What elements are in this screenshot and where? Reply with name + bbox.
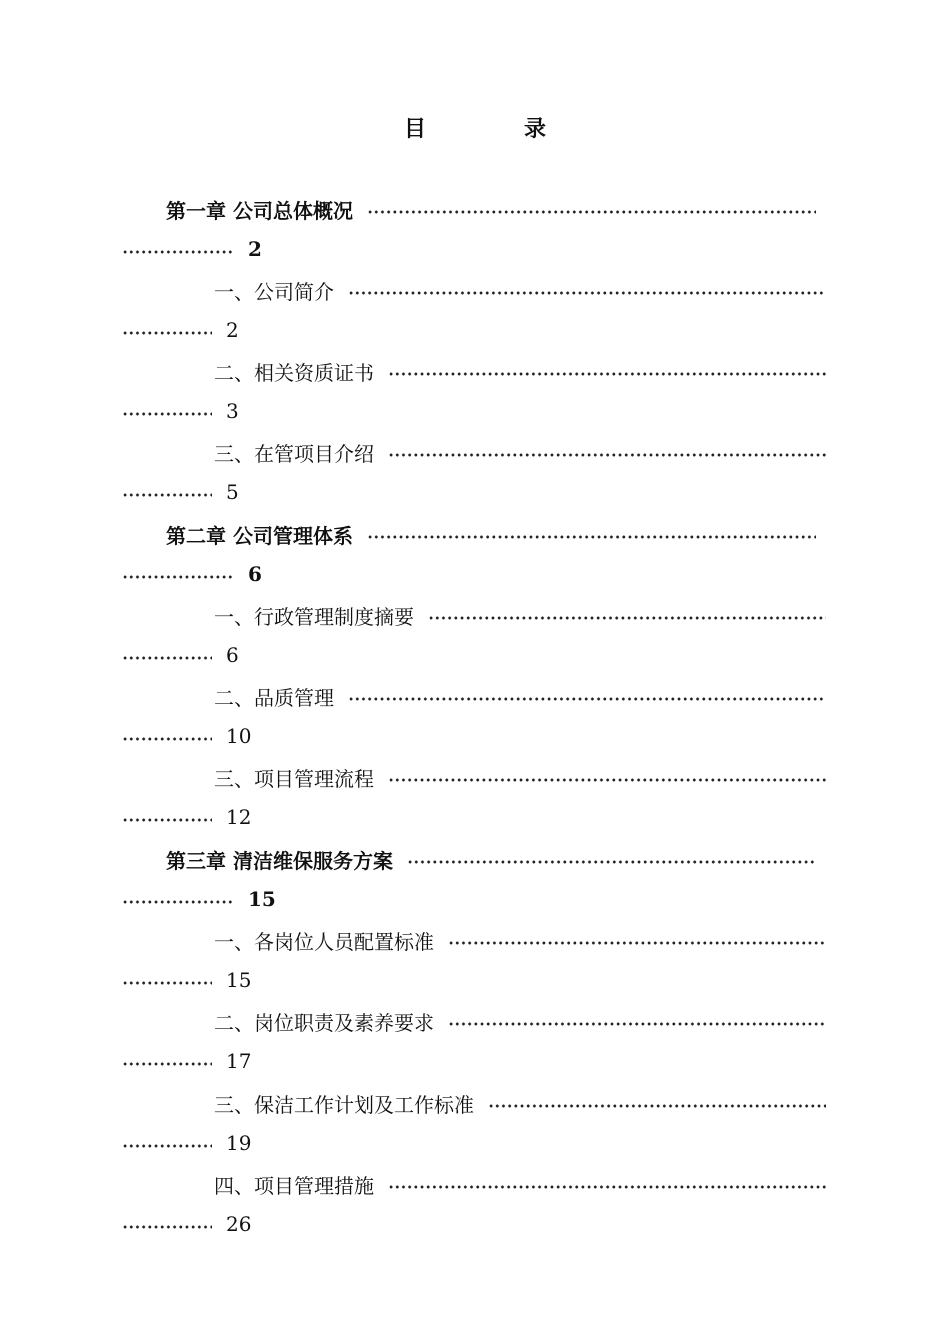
- dot-leader: [367, 210, 816, 214]
- toc-entry-page: 3: [226, 399, 239, 423]
- toc-entry[interactable]: [0, 925, 950, 1007]
- dot-leader: [122, 737, 212, 741]
- toc-entry[interactable]: [0, 194, 950, 276]
- dot-leader: [348, 291, 826, 295]
- toc-entry[interactable]: [0, 1088, 950, 1170]
- dot-leader: [448, 941, 826, 945]
- toc-title: 目 录: [403, 116, 584, 142]
- toc-entry[interactable]: [0, 1169, 950, 1251]
- toc-entry[interactable]: [0, 681, 950, 763]
- toc-entry-page: 6: [226, 643, 239, 667]
- dot-leader: [122, 818, 212, 822]
- dot-leader: [428, 616, 826, 620]
- toc-entry-label: 二、相关资质证书: [214, 360, 374, 385]
- toc-entry[interactable]: [0, 519, 950, 601]
- dot-leader: [448, 1022, 826, 1026]
- dot-leader: [122, 656, 212, 660]
- dot-leader: [388, 1185, 826, 1189]
- dot-leader: [122, 900, 234, 904]
- toc-entry-label: 四、项目管理措施: [214, 1173, 374, 1198]
- toc-entry-label: 第二章 公司管理体系: [166, 523, 353, 548]
- toc-entry-label: 一、各岗位人员配置标准: [214, 929, 434, 954]
- dot-leader: [122, 1062, 212, 1066]
- dot-leader: [122, 331, 212, 335]
- toc-entry-page: 19: [226, 1131, 252, 1155]
- toc-entry-page: 15: [226, 968, 252, 992]
- dot-leader: [122, 412, 212, 416]
- toc-entry-label: 二、岗位职责及素养要求: [214, 1010, 434, 1035]
- toc-entry-page: 15: [248, 887, 276, 911]
- dot-leader: [122, 250, 234, 254]
- toc-entry[interactable]: [0, 844, 950, 926]
- toc-entry-page: 12: [226, 805, 252, 829]
- toc-entry[interactable]: [0, 275, 950, 357]
- dot-leader: [348, 697, 826, 701]
- toc-entry-label: 第三章 清洁维保服务方案: [166, 848, 393, 873]
- toc-entry[interactable]: [0, 356, 950, 438]
- dot-leader: [388, 778, 826, 782]
- dot-leader: [388, 453, 826, 457]
- toc-entry-label: 二、品质管理: [214, 685, 334, 710]
- toc-entry-label: 第一章 公司总体概况: [166, 198, 353, 223]
- toc-entry-page: 5: [226, 480, 239, 504]
- toc-entry[interactable]: [0, 762, 950, 844]
- dot-leader: [367, 535, 816, 539]
- toc-entry-label: 三、项目管理流程: [214, 766, 374, 791]
- dot-leader: [122, 493, 212, 497]
- toc-entry-label: 三、保洁工作计划及工作标准: [214, 1092, 474, 1117]
- toc-entry-page: 6: [248, 562, 262, 586]
- toc-entry-label: 一、行政管理制度摘要: [214, 604, 414, 629]
- toc-entry-label: 一、公司简介: [214, 279, 334, 304]
- dot-leader: [122, 575, 234, 579]
- dot-leader: [407, 860, 816, 864]
- toc-entry-page: 17: [226, 1049, 252, 1073]
- toc-entry[interactable]: [0, 1006, 950, 1088]
- dot-leader: [122, 1225, 212, 1229]
- toc-entry-page: 26: [226, 1212, 252, 1236]
- dot-leader: [122, 1144, 212, 1148]
- dot-leader: [388, 372, 826, 376]
- toc-entry-page: 2: [226, 318, 239, 342]
- toc-entry-page: 10: [226, 724, 252, 748]
- toc-entry[interactable]: [0, 600, 950, 682]
- toc-entry-label: 三、在管项目介绍: [214, 441, 374, 466]
- toc-entry-page: 2: [248, 237, 262, 261]
- toc-entry[interactable]: [0, 437, 950, 519]
- dot-leader: [488, 1104, 826, 1108]
- dot-leader: [122, 981, 212, 985]
